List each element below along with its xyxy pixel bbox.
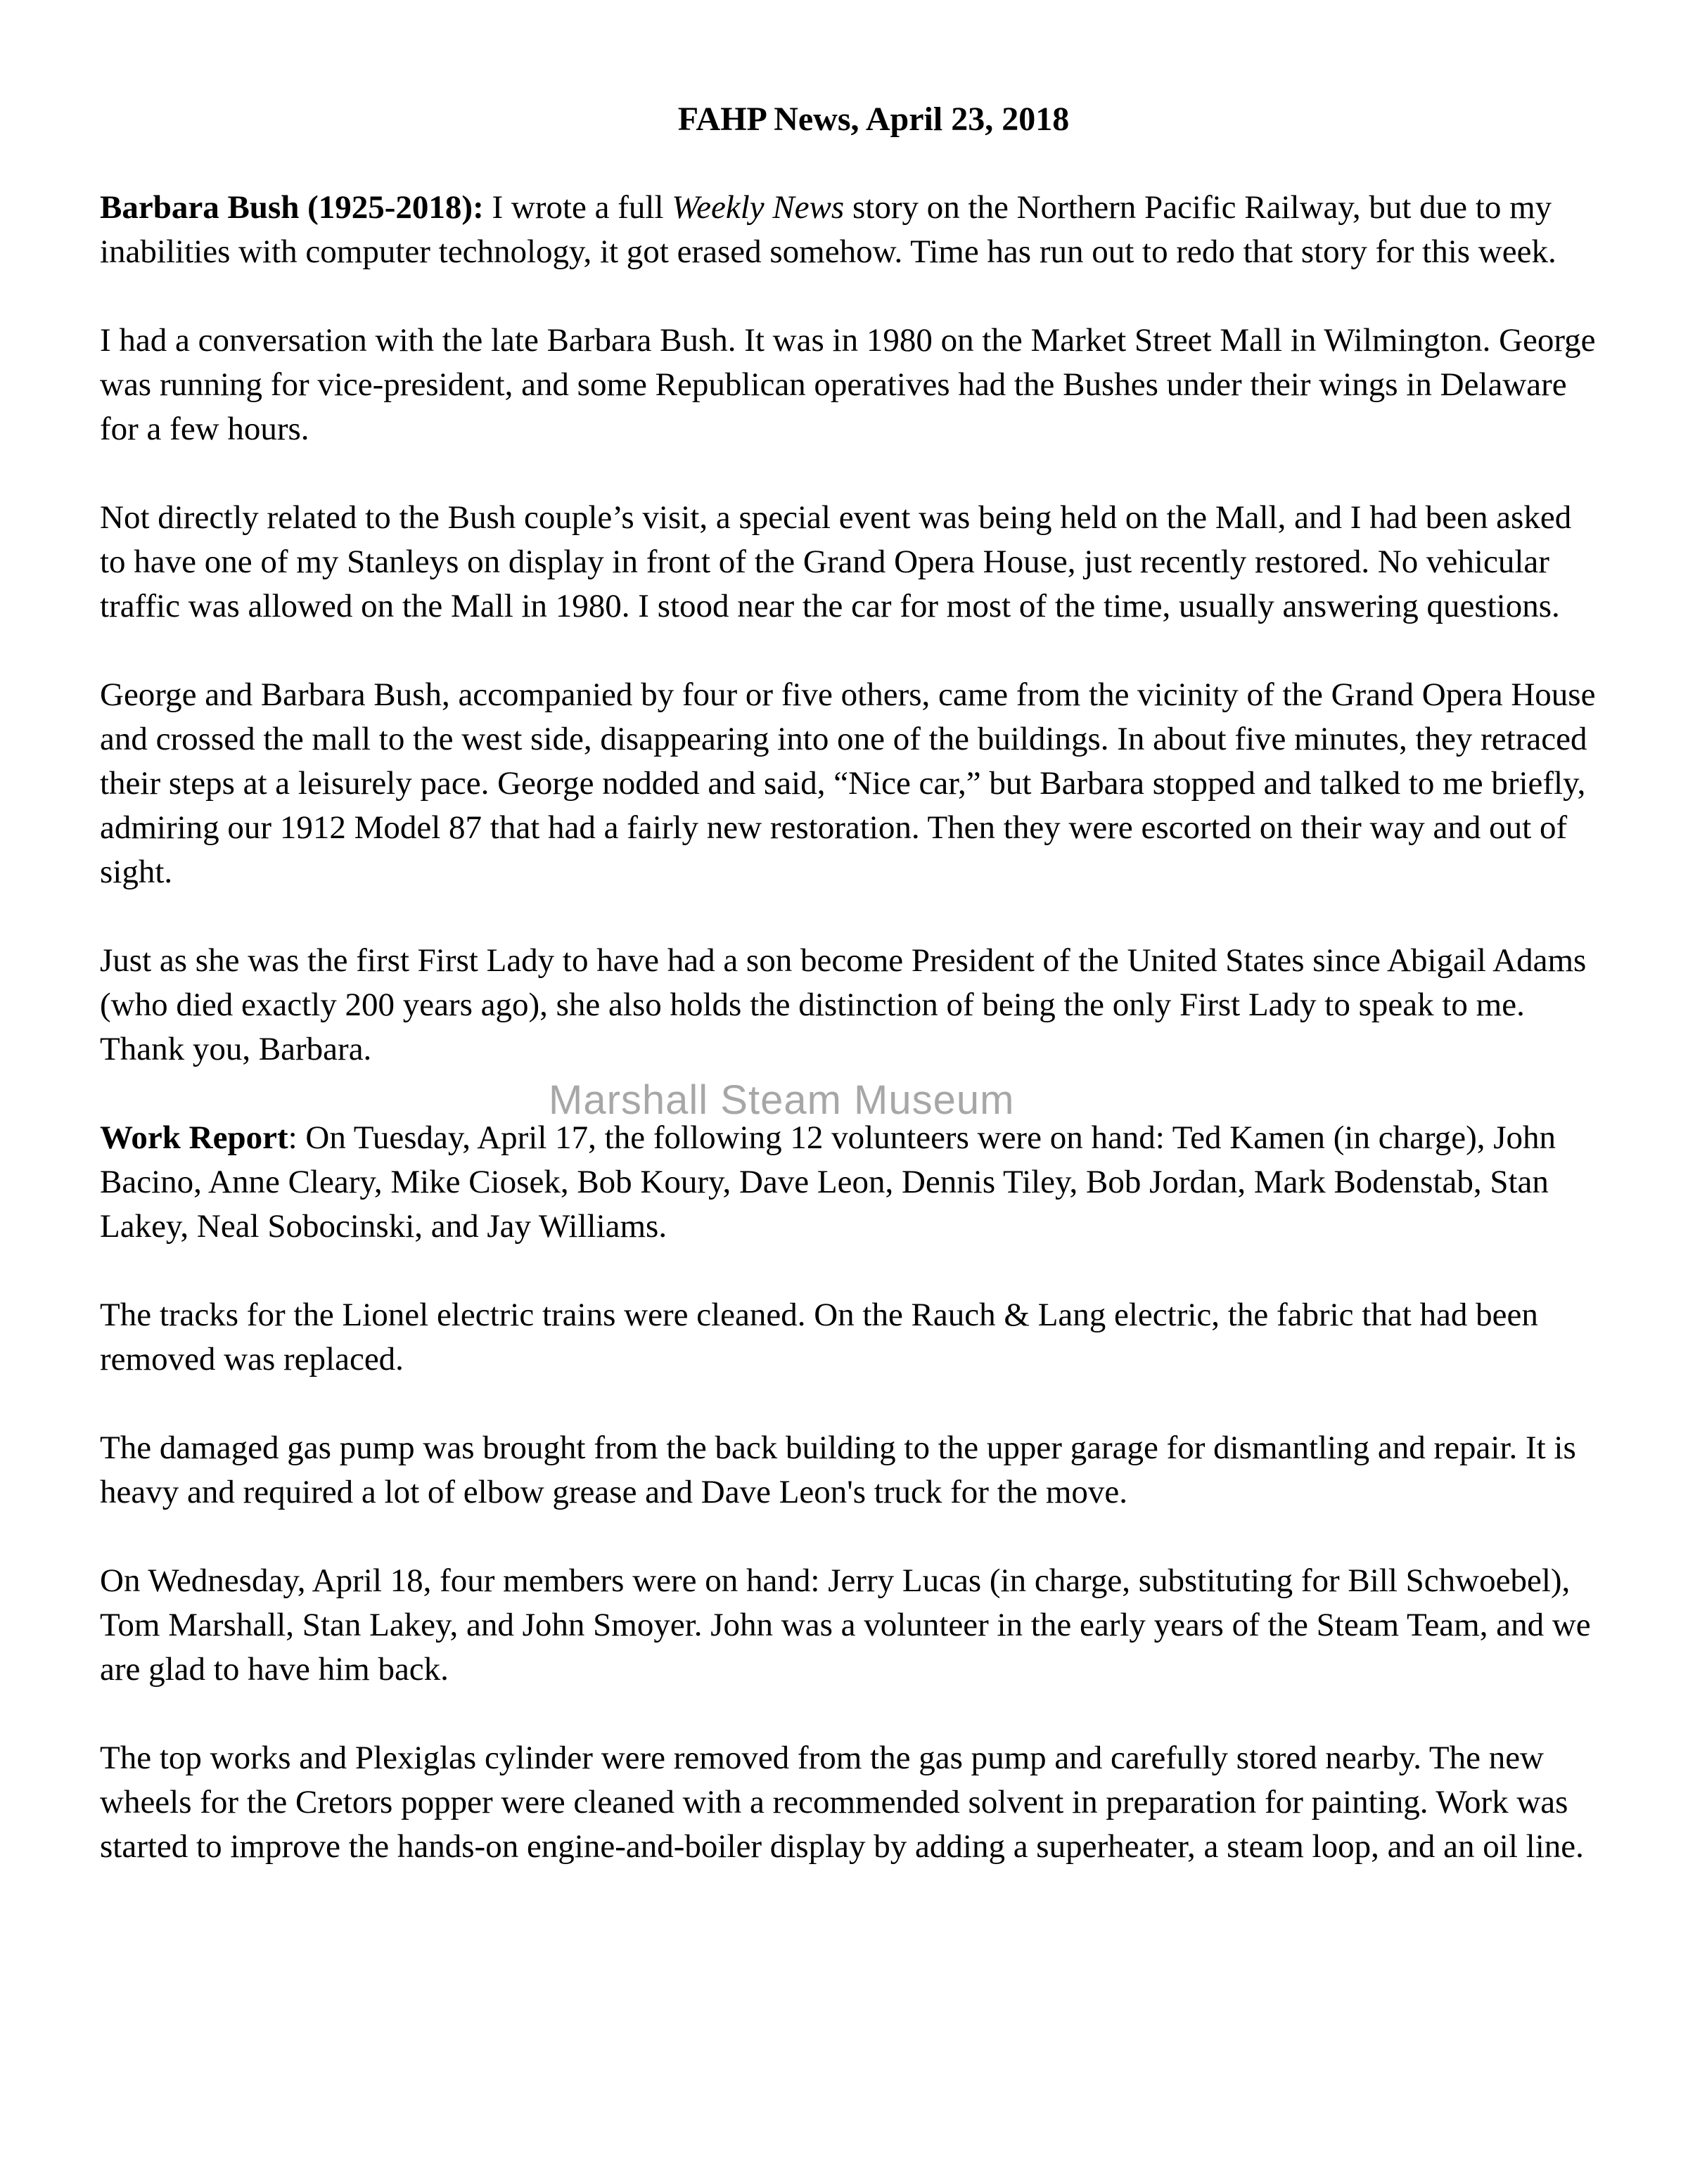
bush-paragraph-5: Just as she was the first First Lady to have had a son become President of the United States since Abigail Adams (who died exactly 200 years ago), she also holds the distinction of being the only First Lady to speak to me. Thank you, Barbara. (100, 942, 1587, 1067)
work-paragraph-2: The tracks for the Lionel electric trains were cleaned. On the Rauch & Lang electric, the fabric that had been removed was replaced. (100, 1297, 1538, 1377)
work-paragraph-5: The top works and Plexiglas cylinder were removed from the gas pump and carefully stored nearby. The new wheels for the Cretors popper were cleaned with a recommended solvent in preparation for painting. Work was started to improve the hands-on engine-and-boiler display by adding a superheater, a steam loop, and an oil line. (100, 1740, 1584, 1865)
watermark-text: Marshall Steam Museum (549, 1077, 1015, 1123)
bush-paragraph-3: Not directly related to the Bush couple’s visit, a special event was being held on the Mall, and I had been asked to have one of my Stanleys on display in front of the Grand Opera House, just recently restored. No vehicular traffic was allowed on the Mall in 1980. I stood near the car for most of the time, usually answering questions. (100, 499, 1572, 624)
work-paragraph-1 (100, 1116, 1605, 1249)
bush-paragraph-2: I had a conversation with the late Barbara Bush. It was in 1980 on the Market Street Mall in Wilmington. George was running for vice-president, and some Republican operatives had the Bushes under their wings in Delaware for a few hours. (100, 322, 1596, 447)
work-p1-text: : On Tuesday, April 17, the following 12 volunteers were on hand: Ted Kamen (in charge), John Bacino, Anne Cleary, Mike Ciosek, Bob Koury, Dave Leon, Dennis Tiley, Bob Jordan, Mark Bodenstab, Stan Lakey, Neal Sobocinski, and Jay Williams. (100, 1119, 1556, 1245)
page-title: FAHP News, April 23, 2018 (677, 101, 1070, 138)
bush-paragraph-4: George and Barbara Bush, accompanied by four or five others, came from the vicinity of the Grand Opera House and crossed the mall to the west side, disappearing into one of the buildings. In about five minutes, they retraced their steps at a leisurely pace. George nodded and said, “Nice car,” but Barbara stopped and talked to me briefly, admiring our 1912 Model 87 that had a fairly new restoration. Then they were escorted on their way and out of sight. (100, 676, 1596, 890)
work-report-heading: Work Report (100, 1119, 288, 1156)
bush-p1-text-a: I wrote a full (483, 189, 672, 226)
bush-paragraph-1 (100, 186, 1605, 274)
bush-heading: Barbara Bush (1925-2018): (100, 189, 484, 226)
work-paragraph-4: On Wednesday, April 18, four members were on hand: Jerry Lucas (in charge, substituting for Bill Schwoebel), Tom Marshall, Stan Lakey, and John Smoyer. John was a volunteer in the early years of the Steam Team, and we are glad to have him back. (100, 1562, 1591, 1688)
work-paragraph-3: The damaged gas pump was brought from the back building to the upper garage for dismantling and repair. It is heavy and required a lot of elbow grease and Dave Leon's truck for the move. (100, 1430, 1576, 1510)
bush-p1-text-b: story on the Northern Pacific Railway, but due to my inabilities with computer technology, it got erased somehow. Time has run out to redo that story for this week. (100, 189, 1556, 270)
document-page (100, 97, 1605, 1913)
weekly-news-italic: Weekly News (672, 189, 845, 226)
